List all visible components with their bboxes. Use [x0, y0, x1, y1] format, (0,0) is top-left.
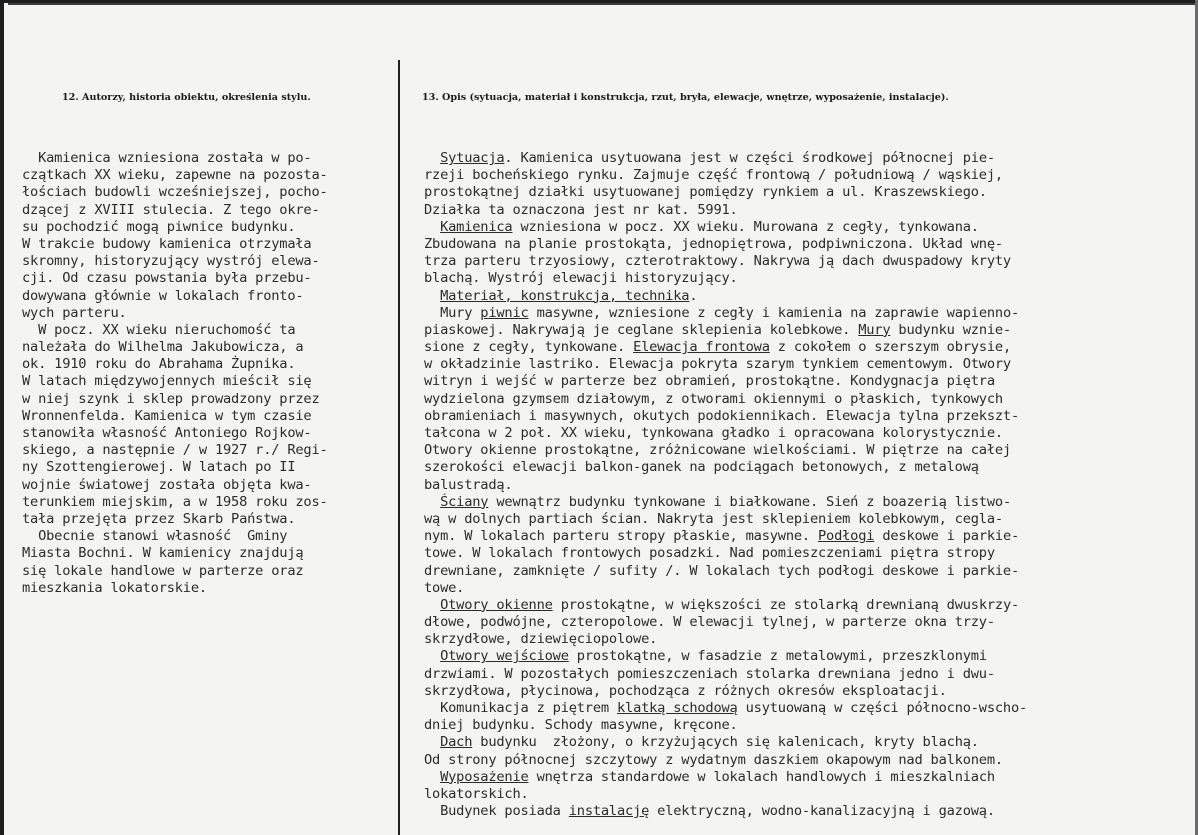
text-line: [424, 356, 1196, 373]
text-line: [22, 150, 400, 167]
text-segment: należała do Wilhelma Jakubowicza, a: [22, 339, 304, 356]
text-line: [22, 219, 400, 236]
text-segment: witryn i wejść w parterze bez obramień, prostokątne. Kondygnacja piętra: [424, 373, 995, 390]
text-segment: Obecnie stanowi własność Gminy: [22, 528, 288, 545]
text-segment: wzniesiona w pocz. XX wieku. Murowana z cegły, tynkowana.: [512, 218, 979, 235]
text-segment: masywne, wzniesione z cegły i kamienia na zaprawie wapienno-: [528, 304, 1020, 321]
text-segment: su pochodzić mogą piwnice budynku.: [22, 218, 296, 235]
frame-left-border: [0, 0, 4, 835]
text-line: [424, 373, 1196, 390]
text-line: [22, 356, 400, 373]
text-line: [424, 631, 1196, 648]
text-line: [424, 666, 1196, 683]
text-segment: W latach międzywojennych mieścił się: [22, 373, 312, 390]
text-segment: skrzydłowa, płycinowa, pochodząca z różnych okresów eksploatacji.: [424, 682, 947, 699]
text-segment: skrzydłowe, dziewięciopolowe.: [424, 631, 658, 648]
text-line: [22, 545, 400, 562]
text-segment: skromny, historyzujący wystrój elewa-: [22, 253, 320, 270]
text-line: [22, 442, 400, 459]
underlined-term: Mury: [858, 321, 891, 338]
underlined-term: Sytuacja: [440, 150, 505, 166]
text-line: [424, 700, 1196, 717]
text-segment: ny Szottengierowej. W latach po II: [22, 459, 296, 476]
underlined-term: Otwory okienne: [440, 596, 553, 613]
text-segment: budynku złożony, o krzyżujących się kalenicach, kryty blachą.: [472, 734, 979, 751]
text-segment: usytuowaną w części północno-wscho-: [737, 700, 1028, 716]
text-segment: z cokołem o szerszym obrysie,: [769, 339, 1011, 356]
text-segment: . Kamienica usytuowana jest w części środkowej północnej pie-: [504, 150, 995, 166]
text-segment: prostokątne, w fasadzie z metalowymi, przeszklonymi: [568, 648, 987, 665]
text-segment: szerokości elewacji balkon-ganek na podciągach betonowych, z metalową: [424, 459, 979, 476]
text-line: [424, 408, 1196, 425]
text-segment: [424, 494, 440, 510]
text-line: [424, 614, 1196, 631]
text-line: [424, 752, 1196, 769]
text-segment: Zbudowana na planie prostokąta, jednopiętrowa, podpiwniczona. Układ wnę-: [424, 235, 1003, 252]
text-line: [424, 683, 1196, 700]
text-line: [424, 236, 1196, 253]
text-segment: blachą. Wystrój elewacji historyzujący.: [424, 270, 738, 287]
text-segment: [424, 288, 440, 304]
text-line: [22, 494, 400, 511]
text-segment: Budynek posiada: [424, 803, 569, 820]
text-segment: czątkach XX wieku, zapewne na pozosta-: [22, 167, 328, 184]
text-line: [424, 717, 1196, 734]
text-segment: [424, 734, 440, 750]
text-line: [424, 648, 1196, 665]
text-line: [424, 528, 1196, 545]
text-line: [424, 459, 1196, 476]
text-segment: dłowe, podwójne, czteropolowe. W elewacji tylnej, w parterze okna trzy-: [424, 614, 995, 631]
text-segment: wą w dolnych partiach ścian. Nakryta jest sklepieniem kolebkowym, cegla-: [424, 510, 1003, 527]
text-line: [424, 597, 1196, 614]
text-line: [424, 288, 1196, 305]
history-text-column: [22, 150, 400, 597]
text-line: [22, 236, 400, 253]
text-segment: Mury: [424, 304, 481, 321]
text-line: [424, 494, 1196, 511]
text-line: [22, 580, 400, 597]
text-segment: drewniane, zamknięte / sufity /. W lokalach tych podłogi deskowe i parkie-: [424, 562, 1020, 579]
text-line: [424, 322, 1196, 339]
text-segment: w okładzinie lastriko. Elewacja pokryta szarym tynkiem cementowym. Otwory: [424, 356, 1011, 373]
text-segment: piaskowej. Nakrywają je ceglane sklepienia kolebkowe.: [424, 321, 859, 338]
text-segment: [424, 219, 440, 235]
text-segment: w niej szynk i sklep prowadzony przez: [22, 390, 320, 407]
text-line: [22, 288, 400, 305]
text-segment: nym. W lokalach parteru stropy płaskie, masywne.: [424, 528, 818, 545]
text-segment: [424, 597, 440, 613]
text-line: [424, 270, 1196, 287]
text-line: [424, 545, 1196, 562]
text-line: [424, 425, 1196, 442]
text-line: [22, 373, 400, 390]
section-12-header: 12. Autorzy, historia obiektu, określenia stylu.: [62, 92, 311, 103]
text-line: [22, 305, 400, 322]
text-segment: elektryczną, wodno-kanalizacyjną i gazową.: [649, 803, 995, 820]
text-segment: mieszkania lokatorskie.: [22, 579, 207, 596]
text-segment: wojnie światowej została objęta kwa-: [22, 476, 312, 493]
text-segment: drzwiami. W pozostałych pomieszczeniach stolarka drewniana jedno i dwu-: [424, 665, 995, 682]
underlined-term: instalację: [568, 803, 650, 820]
text-segment: balustradą.: [424, 476, 513, 493]
text-segment: Otwory okienne prostokątne, zróżnicowane wielkościami. W piętrze na całej: [424, 442, 1011, 459]
text-segment: [424, 769, 440, 785]
text-segment: Kamienica wzniesiona została w po-: [22, 150, 312, 166]
text-segment: łościach budowli wcześniejszej, pocho-: [22, 184, 328, 201]
text-segment: wych parteru.: [22, 304, 127, 321]
underlined-term: Dach: [440, 734, 473, 751]
text-segment: Komunikacja z piętrem: [424, 700, 617, 716]
text-segment: Działka ta oznaczona jest nr kat. 5991.: [424, 201, 738, 218]
text-line: [22, 184, 400, 201]
text-segment: [424, 648, 440, 664]
text-line: [22, 528, 400, 545]
text-line: [424, 339, 1196, 356]
underlined-term: Materiał, konstrukcja, technika: [440, 287, 690, 304]
text-line: [22, 511, 400, 528]
text-line: [424, 563, 1196, 580]
text-segment: prostokątnej działki usytuowanej pomiędzy rynkiem a ul. Kraszewskiego.: [424, 184, 987, 201]
text-segment: dowywana głównie w lokalach fronto-: [22, 287, 304, 304]
text-line: [22, 167, 400, 184]
text-segment: tałcona w 2 poł. XX wieku, tynkowana gładko i opracowana kolorystycznie.: [424, 425, 1003, 441]
underlined-term: klatką schodową: [616, 700, 738, 716]
text-line: [424, 734, 1196, 751]
text-line: [22, 408, 400, 425]
text-segment: terunkiem miejskim, a w 1958 roku zos-: [22, 493, 328, 510]
frame-top-inner-border: [8, 3, 1198, 5]
text-segment: trza parteru trzyosiowy, czterotraktowy. Nakrywa ją dach dwuspadowy kryty: [424, 253, 1011, 270]
text-segment: tała przejęta przez Skarb Państwa.: [22, 510, 296, 527]
text-segment: [424, 150, 440, 166]
text-segment: W trakcie budowy kamienica otrzymała: [22, 235, 312, 252]
text-line: [22, 459, 400, 476]
underlined-term: Otwory wejściowe: [440, 648, 569, 665]
text-line: [424, 391, 1196, 408]
text-line: [424, 511, 1196, 528]
text-segment: lokatorskich.: [424, 785, 529, 802]
text-line: [22, 253, 400, 270]
text-segment: deskowe i parkie-: [874, 528, 1020, 545]
description-text-column: [424, 150, 1196, 820]
text-segment: Od strony północnej szczytowy z wydatnym daszkiem okapowym nad balkonem.: [424, 751, 1003, 768]
text-line: [22, 270, 400, 287]
text-line: [22, 339, 400, 356]
text-line: [424, 167, 1196, 184]
text-line: [22, 391, 400, 408]
text-line: [424, 442, 1196, 459]
underlined-term: Kamienica: [440, 218, 513, 235]
text-line: [424, 769, 1196, 786]
text-segment: obramieniach i masywnych, okutych podokiennikach. Elewacja tylna przekszt-: [424, 407, 1020, 424]
underlined-term: piwnic: [480, 304, 529, 321]
text-line: [424, 184, 1196, 201]
text-segment: towe.: [424, 579, 465, 596]
text-line: [424, 803, 1196, 820]
text-segment: W pocz. XX wieku nieruchomość ta: [22, 321, 296, 338]
text-line: [424, 219, 1196, 236]
text-segment: ok. 1910 roku do Abrahama Żupnika.: [22, 356, 296, 373]
text-segment: Miasta Bochni. W kamienicy znajdują: [22, 545, 304, 562]
text-line: [424, 150, 1196, 167]
text-segment: dniej budynku. Schody masywne, kręcone.: [424, 717, 738, 734]
text-segment: wewnątrz budynku tynkowane i białkowane. Sień z boazerią listwo-: [488, 493, 1011, 510]
text-segment: towe. W lokalach frontowych posadzki. Nad pomieszczeniami piętra stropy: [424, 545, 995, 562]
text-line: [22, 477, 400, 494]
text-line: [424, 477, 1196, 494]
underlined-term: Elewacja frontowa: [633, 339, 770, 356]
text-segment: wnętrza standardowe w lokalach handlowych i mieszkalniach: [528, 768, 995, 785]
text-segment: wydzielona gzymsem działowym, z otworami okiennymi o płaskich, tynkowych: [424, 390, 1003, 407]
text-line: [22, 425, 400, 442]
text-segment: dzącej z XVIII stulecia. Z tego okre-: [22, 201, 320, 218]
underlined-term: Wyposażenie: [440, 768, 529, 785]
text-line: [22, 563, 400, 580]
text-line: [424, 305, 1196, 322]
text-segment: sione z cegły, tynkowane.: [424, 339, 634, 356]
text-segment: się lokale handlowe w parterze oraz: [22, 562, 304, 579]
text-segment: budynku wznie-: [890, 321, 1011, 338]
text-segment: stanowiła własność Antoniego Rojkow-: [22, 425, 312, 441]
text-line: [424, 580, 1196, 597]
section-13-header: 13. Opis (sytuacja, materiał i konstrukcja, rzut, bryła, elewacje, wnętrze, wyposażenie, instalacje).: [422, 92, 949, 103]
text-line: [424, 253, 1196, 270]
text-segment: .: [689, 287, 698, 304]
underlined-term: Ściany: [440, 493, 489, 510]
text-line: [22, 202, 400, 219]
text-line: [424, 786, 1196, 803]
text-segment: cji. Od czasu powstania była przebu-: [22, 270, 312, 287]
text-segment: rzeji bocheńskiego rynku. Zajmuje część frontową / południową / wąskiej,: [424, 167, 1003, 184]
text-segment: prostokątne, w większości ze stolarką drewnianą dwuskrzy-: [552, 596, 1020, 613]
text-line: [22, 322, 400, 339]
text-segment: Wronnenfelda. Kamienica w tym czasie: [22, 407, 312, 424]
text-line: [424, 202, 1196, 219]
underlined-term: Podłogi: [818, 528, 875, 545]
text-segment: skiego, a następnie / w 1927 r./ Regi-: [22, 442, 328, 459]
